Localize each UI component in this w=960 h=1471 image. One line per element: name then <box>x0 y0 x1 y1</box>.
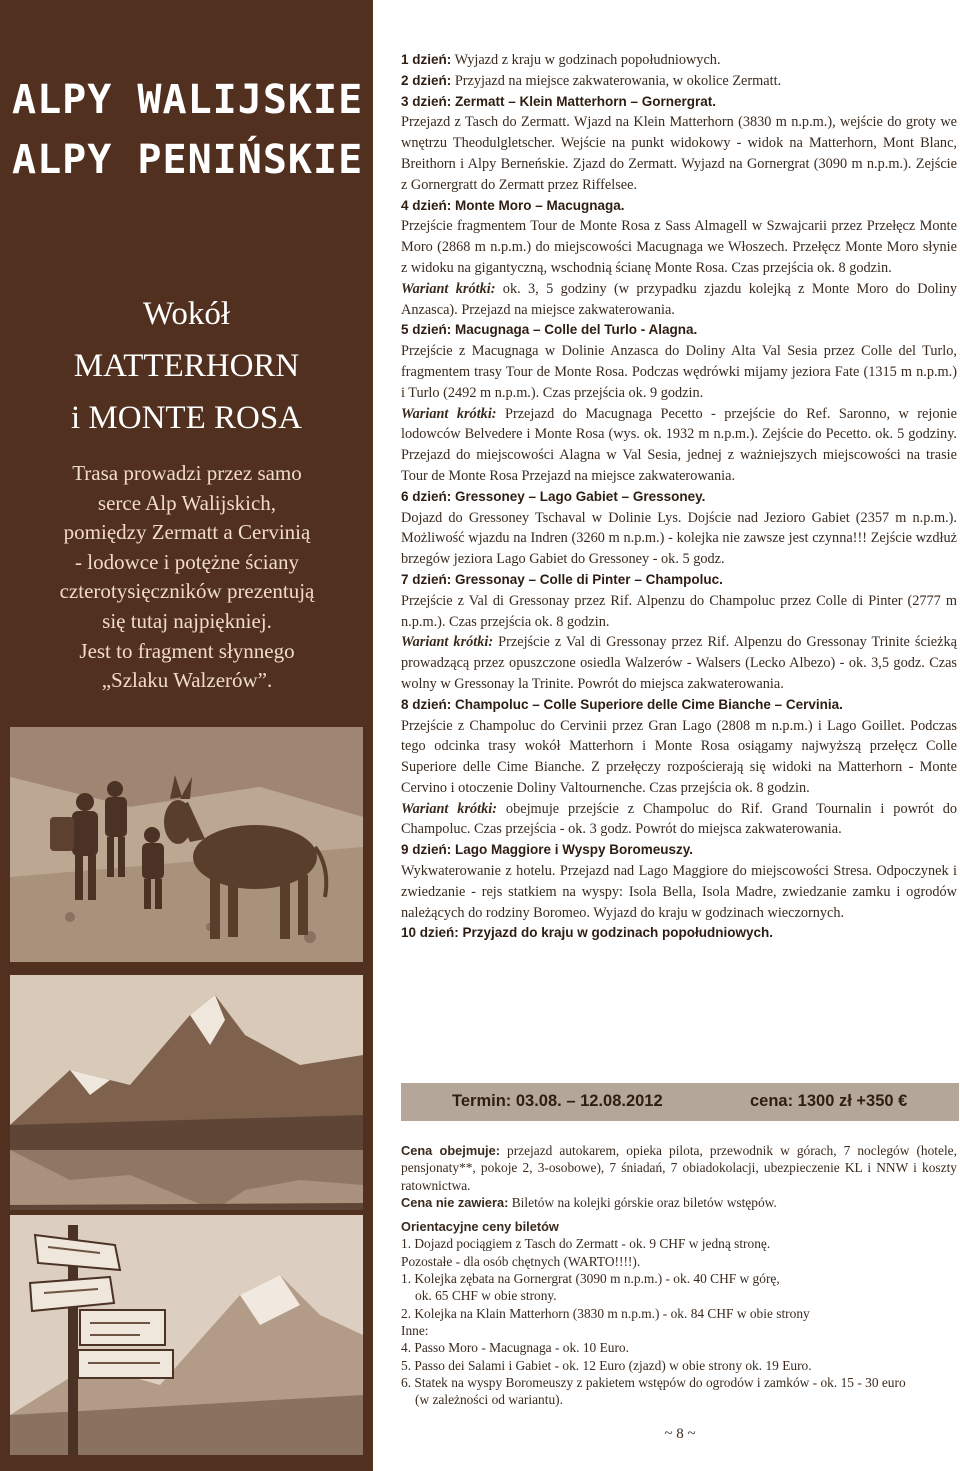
day-6-title: 6 dzień: Gressoney – Lago Gabiet – Gressoney. <box>401 488 706 504</box>
ticket-item: 1. Kolejka zębata na Gornergrat (3090 m n.p.m.) - ok. 40 CHF w górę, <box>401 1271 780 1287</box>
price-excludes <box>401 1194 957 1211</box>
ticket-item: 4. Passo Moro - Macugnaga - ok. 10 Euro. <box>401 1340 629 1356</box>
day-6-body: Dojazd do Gressoney Tschaval w Dolinie Lys. Dojście nad Jezioro Gabiet (2357 m n.p.m.). Możliwość wjazdu na Indren (3260 m n.p.m.) - kolejka nie zawsze jest czynna!!! Zejście wzdłuż brzegów jeziora Lago Gabiet do Gressoney - ok. 5 godz. <box>401 509 957 568</box>
variant-label: Wariant krótki: <box>401 405 497 422</box>
day-3-title: 3 dzień: Zermatt – Klein Matterhorn – Gornergrat. <box>401 93 717 109</box>
subtitle <box>0 288 373 444</box>
day-4-variant <box>401 279 957 321</box>
day-8-heading <box>401 695 957 716</box>
excludes-label: Cena nie zawiera: <box>401 1194 509 1210</box>
left-sidebar <box>0 0 373 1471</box>
day-4-heading <box>401 196 957 217</box>
ticket-item: 1. Dojazd pociągiem z Tasch do Zermatt - ok. 9 CHF w jedną stronę. <box>401 1236 771 1252</box>
day-5-title: 5 dzień: Macugnaga – Colle del Turlo - Alagna. <box>401 322 698 338</box>
day-5-heading <box>401 320 957 341</box>
day-7-heading <box>401 570 957 591</box>
desc-line: serce Alp Walijskich, <box>97 490 277 515</box>
excludes-text: Biletów na kolejki górskie oraz biletów wstępów. <box>508 1194 777 1210</box>
day-1-text: Wyjazd z kraju w godzinach popołudniowych. <box>451 52 721 68</box>
day-8-variant <box>401 799 957 841</box>
day-9-title: 9 dzień: Lago Maggiore i Wyspy Boromeuszy. <box>401 842 694 858</box>
page-title <box>12 70 362 190</box>
day-2-text: Przyjazd na miejsce zakwaterowania, w okolice Zermatt. <box>451 72 782 89</box>
ticket-item: (w zależności od wariantu). <box>415 1392 563 1408</box>
day-5-body: Przejście z Macugnaga w Dolinie Anzasca do Doliny Alta Val Sesia przez Colle del Turlo, fragmentem trasy Tour de Monte Rosa. Podczas wędrówki mijamy jeziora Fate (1315 m n.p.m.) i Turlo (2492 m n.p.m.). Czas przejścia ok. 9 godzin. <box>401 343 957 401</box>
ticket-item: 6. Statek na wyspy Boromeuszy z pakietem wstępów do ogrodów i zamków - ok. 15 - 30 euro <box>401 1374 906 1390</box>
day-3-body: Przejazd z Tasch do Zermatt. Wjazd na Klein Matterhorn (3830 m n.p.m.), wejście do groty we wnętrzu Theodulgletscher. Wejście na punkt widokowy - widok na Matterhorn, Mont Blanc, Breithorn i Alpy Berneńskie. Zjazd do Zermatt. Wyjazd na Gornergrat (3090 m n.p.m.). Zejście z Gornergratt do Zermatt przez Riffelsee. <box>401 114 957 193</box>
trip-dates: Termin: 03.08. – 12.08.2012 <box>452 1092 663 1110</box>
day-5-variant <box>401 404 957 487</box>
page-number: ~ 8 ~ <box>664 1426 696 1442</box>
termin-price-bar <box>401 1083 959 1121</box>
day-8-body: Przejście z Champoluc do Cervinii przez Gran Lago (2808 m n.p.m.) i Lago Goillet. Podczas tego odcinka trasy wokół Matterhorn i Monte Rosa osiągamy najwyższą przełęcz Colle Superiore delle Cime Bianche. Z przełęczy rozpościerają się widoki na Matterhorn - Monte Cervino i otoczenie Doliny Valtournenche. Czas przejścia ok. 8 godzin. <box>401 717 957 796</box>
day-6-heading <box>401 487 957 508</box>
day-2 <box>401 71 957 92</box>
ticket-item: 2. Kolejka na Klain Matterhorn (3830 m n.p.m.) - ok. 84 CHF w obie strony <box>401 1305 810 1321</box>
variant-text: Przejście z Val di Gressonay przez Rif. Alpenzu do Gressonay Trinite ścieżką prowadzącą przez opuszczone osiedla Walzerów - Walsers (Lecko Albezo) - ok. 3,5 godz. Czas wolny w Gressonay la Trinite. Powrót do miejsca zakwaterowania. <box>401 634 957 692</box>
title-line-2: ALPY PENIŃSKIE <box>12 137 364 183</box>
day-9-body: Wykwaterowanie z hotelu. Przejazd nad Lago Maggiore do miejscowości Stresa. Odpoczynek i zwiedzanie - rejs statkiem na wyspy: Isola Bella, Isola Madre, zwiedzanie zamku i ogrodów należących do rodziny Boromeo. Wyjazd do kraju w godzinach wieczornych. <box>401 863 957 921</box>
includes-label: Cena obejmuje: <box>401 1143 500 1158</box>
day-7-body: Przejście z Val di Gressonay przez Rif. Alpenzu do Champoluc przez Colle di Pinter (2777 m n.p.m.). Czas przejścia ok. 8 godzin. <box>401 592 957 630</box>
day-8-title: 8 dzień: Champoluc – Colle Superiore delle Cime Bianche – Cervinia. <box>401 696 843 712</box>
day-4-body: Przejście fragmentem Tour de Monte Rosa z Sass Almagell w Szwajcarii przez Przełęcz Monte Moro (2868 m n.p.m.) do miejscowości Macugnaga we Włoszech. Przełęcz Monte Moro słynie z widoku na gigantyczną, wschodnią ścianę Monte Rosa. Czas przejścia ok. 8 godzin. <box>401 218 957 276</box>
variant-text: ok. 3, 5 godziny (w przypadku zjazdu kolejką z Monte Moro do Doliny Anzasca). Przejazd na miejsce zakwaterowania. <box>401 280 957 318</box>
desc-line: - lodowce i potężne ściany <box>75 549 299 574</box>
spacer <box>401 1211 957 1218</box>
day-7-variant <box>401 632 957 694</box>
day-10-title: 10 dzień: Przyjazd do kraju w godzinach popołudniowych. <box>401 925 774 941</box>
desc-line: Jest to fragment słynnego <box>79 638 295 663</box>
price-includes <box>401 1142 957 1194</box>
ticket-item: 5. Passo dei Salami i Gabiet - ok. 12 Euro (zjazd) w obie strony ok. 19 Euro. <box>401 1357 812 1373</box>
desc-line: Trasa prowadzi przez samo <box>72 461 302 485</box>
variant-text: obejmuje przejście z Champoluc do Rif. Grand Tournalin i powrót do Champoluc. Czas przejścia - ok. 3 godz. Powrót do miejsca zakwaterowania. <box>401 800 957 838</box>
ticket-item: Inne: <box>401 1322 429 1338</box>
subtitle-line-3: i MONTE ROSA <box>70 400 303 436</box>
desc-line: się tutaj najpiękniej. <box>102 608 272 633</box>
day-1 <box>401 50 957 71</box>
trail-signpost-photo <box>10 1215 363 1455</box>
subtitle-line-1: Wokół <box>142 296 231 332</box>
desc-line: czterotysięczników prezentują <box>59 579 315 604</box>
matterhorn-lake-photo <box>10 975 363 1210</box>
day-9-heading <box>401 840 957 861</box>
desc-line: pomiędzy Zermatt a Cervinią <box>63 520 311 545</box>
day-7-title: 7 dzień: Gressonay – Colle di Pinter – Champoluc. <box>401 571 723 587</box>
includes-text: przejazd autokarem, opieka pilota, przewodnik w górach, 7 noclegów (hotele, pensjonaty**, pokoje 2, 3-osobowe), 7 śniadań, 7 obiadokolacji, ubezpieczenie KL i NNW i koszty ratownictwa. <box>401 1143 957 1193</box>
day-4-title: 4 dzień: Monte Moro – Macugnaga. <box>401 197 625 213</box>
itinerary <box>401 50 957 944</box>
day-1-label: 1 dzień: <box>401 52 452 67</box>
pricing-info <box>401 1142 957 1408</box>
tickets-label: Orientacyjne ceny biletów <box>401 1219 559 1235</box>
variant-label: Wariant krótki: <box>401 634 494 651</box>
day-3-heading <box>401 92 957 113</box>
ticket-item: ok. 65 CHF w obie strony. <box>415 1288 557 1304</box>
route-description <box>14 459 360 696</box>
ticket-item: Pozostałe - dla osób chętnych (WARTO!!!!). <box>401 1253 641 1269</box>
trip-price: cena: 1300 zł +350 € <box>750 1092 908 1110</box>
desc-line: „Szlaku Walzerów”. <box>101 668 273 693</box>
hikers-donkey-photo <box>10 727 363 962</box>
day-10-heading <box>401 923 957 944</box>
title-line-1: ALPY WALIJSKIE <box>12 77 364 123</box>
day-2-label: 2 dzień: <box>401 72 452 88</box>
subtitle-line-2: MATTERHORN <box>73 348 300 384</box>
variant-label: Wariant krótki: <box>401 280 496 297</box>
variant-label: Wariant krótki: <box>401 800 498 817</box>
variant-text: Przejazd do Macugnaga Pecetto - przejście do Ref. Saronno, w rejonie lodowców Belvedere i Monte Rosa (wys. ok. 1932 m n.p.m.). Zejście do Pecetto. ok. 5 godziny. Przejazd do miejscowości Alagna w Val Sesia, jednej z ważniejszych miejscowości na trasie Tour de Monte Rosa Przejazd na miejsce zakwaterowania. <box>401 405 957 484</box>
